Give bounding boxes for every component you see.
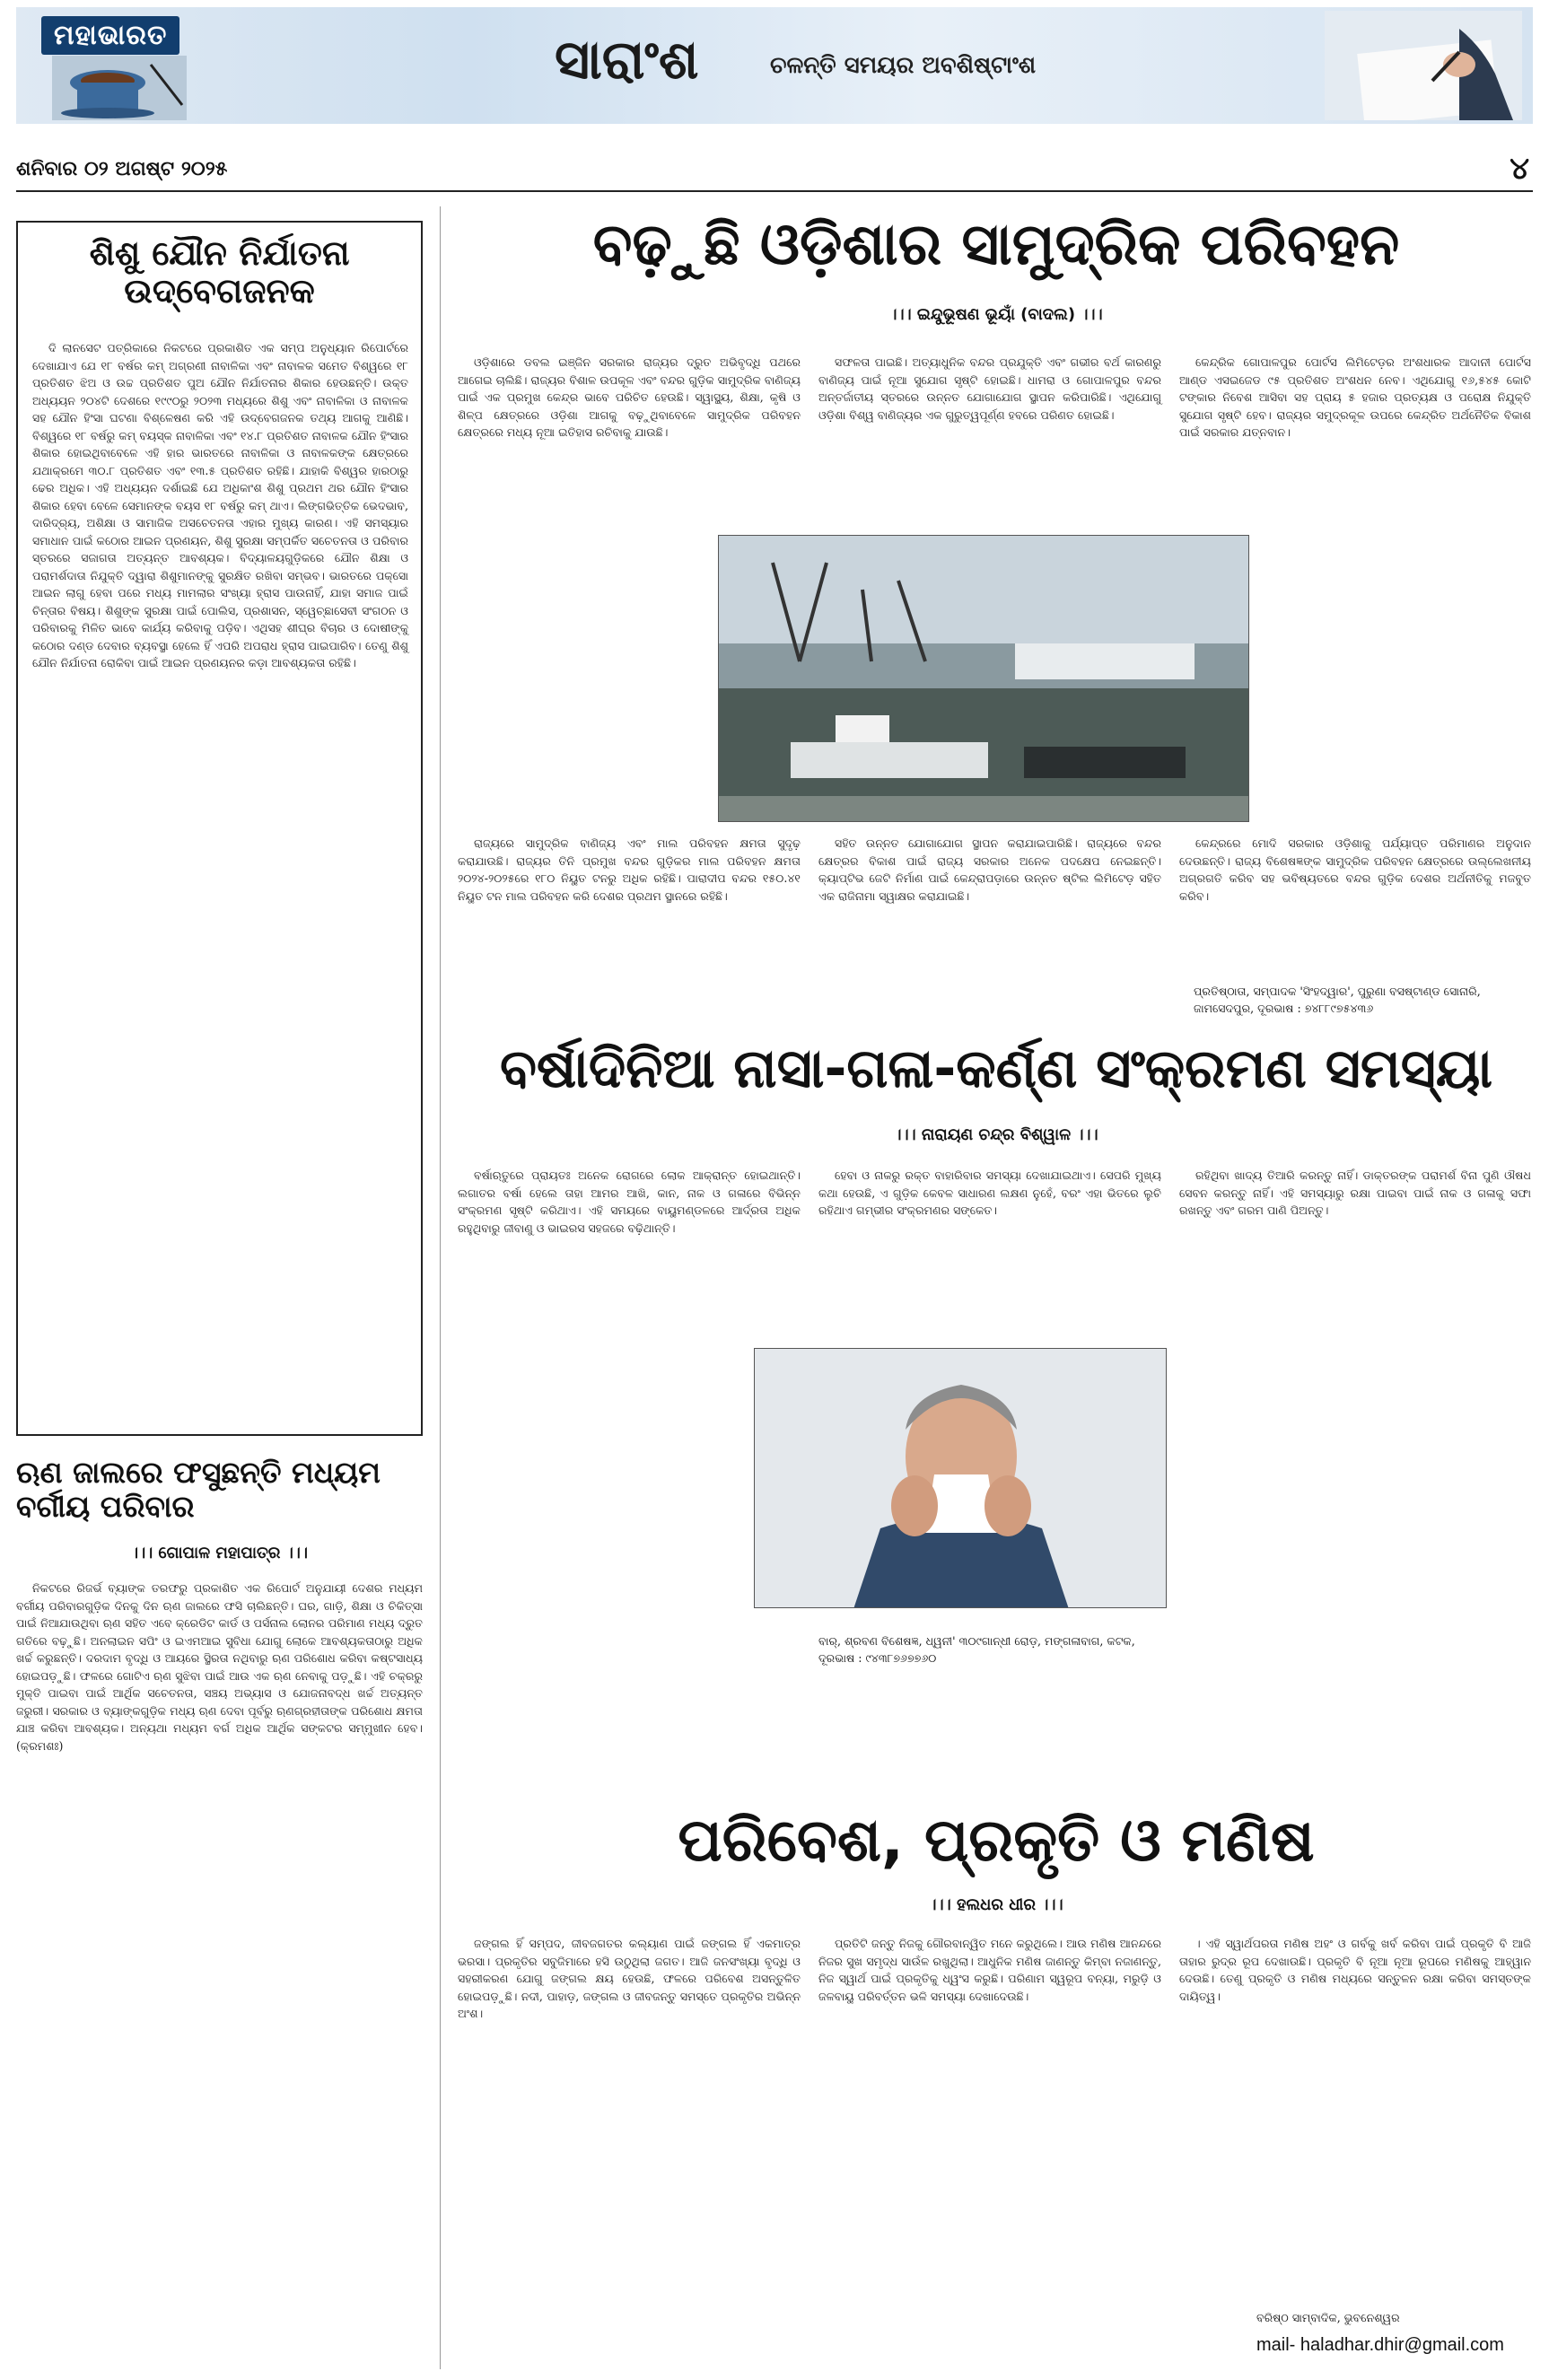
- left-article2-byline: ।।। ଗୋପାଳ ମହାପାତ୍ର ।।।: [130, 1544, 309, 1562]
- article3-byline: ।।। ହଲଧର ଧୀର ।।।: [929, 1895, 1063, 1914]
- page-number: ୪: [1510, 151, 1529, 187]
- article1-mid-col2: [818, 835, 1161, 908]
- article1-mid-col1: [458, 835, 801, 908]
- left-article2-headline: ଋଣ ଜାଲରେ ଫସୁଛନ୍ତି ମଧ୍ୟମ ବର୍ଗୀୟ ପରିବାର: [16, 1455, 381, 1524]
- article2-byline: ।।। ନାରାୟଣ ଚନ୍ଦ୍ର ବିଶ୍ୱାଳ ।।।: [894, 1125, 1098, 1144]
- article1-byline: ।।। ଇନ୍ଦୁଭୂଷଣ ଭୂୟାଁ (ବାଦଲ) ।।।: [889, 305, 1103, 324]
- newspaper-logo: ମହାଭାରତ: [41, 16, 179, 55]
- article2-col1: [458, 1167, 801, 1240]
- article3-col3-text: । ଏହି ସ୍ୱାର୍ଥପରତା ମଣିଷ ଅହଂ ଓ ଗର୍ବକୁ ଖର୍ବ କରିବା ପାଇଁ ପ୍ରକୃତି ବି ଆଜି ତାହାର ରୁଦ୍ର ରୂପ ଦେଖାଉଛି। ପ୍ରକୃତି ବି ନୂଆ ନୂଆ ରୂପରେ ମଣିଷକୁ ଆହ୍ୱାନ ଦେଉଛି। ତେଣୁ ପ୍ରକୃତି ଓ ମଣିଷ ମଧ୍ୟରେ ସନ୍ତୁଳନ ରକ୍ଷା କରିବା ସମସ୍ତଙ୍କ ଦାୟିତ୍ୱ।: [1179, 1937, 1531, 2003]
- port-photo: [718, 535, 1249, 822]
- article3-col1: [458, 1935, 801, 2026]
- left-article-body: [32, 339, 408, 676]
- article2-author-signature: ବାର୍, ଶ୍ରବଣ ବିଶେଷଜ୍ଞ, ଧ୍ୱନୀ' ୩୦୯ଗାନ୍ଧୀ ରୋଡ଼, ମଙ୍ଗଳାବାଗ, କଟକ, ଦୂରଭାଷ : ୯୪୩୮୭୬୭୭୬୦: [818, 1634, 1135, 1665]
- article1-mid-col3-text: କେନ୍ଦ୍ରରେ ମୋଦି ସରକାର ଓଡ଼ିଶାକୁ ପର୍ଯ୍ୟାପ୍ତ ପରିମାଣର ଅନୁଦାନ ଦେଉଛନ୍ତି। ରାଜ୍ୟ ବିଶେଷଜ୍ଞଙ୍କ ସାମୁଦ୍ରିକ ପରିବହନ କ୍ଷେତ୍ରରେ ଉଲ୍ଲେଖନୀୟ ଅଗ୍ରଗତି କରିବ ସହ ଭବିଷ୍ୟତରେ ବନ୍ଦର ଗୁଡ଼ିକ ଦେଶର ଅର୍ଥନୀତିକୁ ମଜବୁତ କରିବ।: [1179, 836, 1531, 903]
- sneezing-man-photo: [754, 1348, 1167, 1608]
- article2-col3-text: ରହିଥିବା ଖାଦ୍ୟ ତିଆରି କରନ୍ତୁ ନାହିଁ। ଡାକ୍ତରଙ୍କ ପରାମର୍ଶ ବିନା ପୁଣି ଔଷଧ ସେବନ କରନ୍ତୁ ନାହିଁ। ଏହି ସମସ୍ୟାରୁ ରକ୍ଷା ପାଇବା ପାଇଁ ନାକ ଓ ଗଳାକୁ ସଫା ରଖନ୍ତୁ ଏବଂ ଗରମ ପାଣି ପିଅନ୍ତୁ।: [1179, 1168, 1531, 1218]
- article1-col3-text: କେନ୍ଦ୍ରିକ ଗୋପାଳପୁର ପୋର୍ଟସ ଲିମିଟେଡ଼ର ଅଂଶଧାରକ ଆଦାନୀ ପୋର୍ଟସ ଆଣ୍ଡ ଏସଇଜେଡ ୯୫ ପ୍ରତିଶତ ଅଂଶଧନ ନେବ। ଏଥିଯୋଗୁ ୧୬,୫୪୫ କୋଟି ଟଙ୍କାର ନିବେଶ ଆସିବା ସହ ପ୍ରାୟ ୫ ହଜାର ପ୍ରତ୍ୟକ୍ଷ ଓ ପରୋକ୍ଷ ନିଯୁକ୍ତି ସୁଯୋଗ ସୃଷ୍ଟି ହେବ। ରାଜ୍ୟର ସମୁଦ୍ରକୂଳ ଉପରେ କେନ୍ଦ୍ରିତ ଅର୍ଥନୈତିକ ବିକାଶ ପାଇଁ ସରକାର ଯତ୍ନବାନ।: [1179, 355, 1531, 440]
- article2-col3: [1179, 1167, 1531, 1223]
- left-article-headline: ଶିଶୁ ଯୌନ ନିର୍ଯାତନା ଉଦ୍‌ବେଗଜନକ: [89, 233, 350, 311]
- article3-col2-text: ପ୍ରତିଟି ଜନ୍ତୁ ନିଜକୁ ଗୌରବାନ୍ୱିତ ମନେ କରୁଥିଲେ। ଆଉ ମଣିଷ ଆନନ୍ଦରେ ନିଜର ସୁଖ ସମୃଦ୍ଧ ସାଉଁଳ ରଖୁଥିଲା। ଆଧୁନିକ ମଣିଷ ଜାଣନ୍ତୁ କିମ୍ବା ନଜାଣନ୍ତୁ, ନିଜ ସ୍ୱାର୍ଥ ପାଇଁ ପ୍ରକୃତିକୁ ଧ୍ୱଂସ କରୁଛି। ପରିଣାମ ସ୍ୱରୂପ ବନ୍ୟା, ମରୁଡ଼ି ଓ ଜଳବାୟୁ ପରିବର୍ତ୍ତନ ଭଳି ସମସ୍ୟା ଦେଖାଦେଉଛି।: [818, 1937, 1161, 2003]
- article1-mid-col2-text: ସହିତ ଉନ୍ନତ ଯୋଗାଯୋଗ ସ୍ଥାପନ କରାଯାଇପାରିଛି। ରାଜ୍ୟରେ ବନ୍ଦର କ୍ଷେତ୍ରର ବିକାଶ ପାଇଁ ରାଜ୍ୟ ସରକାର ଅନେକ ପଦକ୍ଷେପ ନେଇଛନ୍ତି। କ୍ୟାପ୍ଟିଭ ଜେଟି ନିର୍ମାଣ ପାଇଁ କେନ୍ଦ୍ରାପଡ଼ାରେ ଉନ୍ନତ ଷ୍ଟିଲ ଲିମିଟେଡ଼ ସହିତ ଏକ ରାଜିନାମା ସ୍ୱାକ୍ଷର କରାଯାଇଛି।: [818, 836, 1161, 903]
- article1-author-signature: ପ୍ରତିଷ୍ଠାତା, ସମ୍ପାଦକ 'ସିଂହଦ୍ୱାର', ପୁରୁଣା ବସଷ୍ଟାଣ୍ଡ ସୋନାରି, ଜାମସେଦପୁର, ଦୂରଭାଷ : ୭୪୮୮୯୭୫୪୩୬: [1194, 984, 1481, 1015]
- left-article2-text: ନିକଟରେ ରିଜର୍ଭ ବ୍ୟାଙ୍କ ତରଫରୁ ପ୍ରକାଶିତ ଏକ ରିପୋର୍ଟ ଅନୁଯାୟୀ ଦେଶର ମଧ୍ୟମ ବର୍ଗୀୟ ପରିବାରଗୁଡ଼ିକ ଦିନକୁ ଦିନ ଋଣ ଜାଲରେ ଫସି ଚାଲିଛନ୍ତି। ଘର, ଗାଡ଼ି, ଶିକ୍ଷା ଓ ଚିକିତ୍ସା ପାଇଁ ନିଆଯାଉଥିବା ଋଣ ସହିତ ଏବେ କ୍ରେଡିଟ କାର୍ଡ ଓ ପର୍ସନାଲ ଲୋନର ପରିମାଣ ମଧ୍ୟ ଦ୍ରୁତ ଗତିରେ ବଢ଼ୁଛି। ଅନଲାଇନ ସପିଂ ଓ ଇଏମଆଇ ସୁବିଧା ଯୋଗୁ ଲୋକେ ଆବଶ୍ୟକତାଠାରୁ ଅଧିକ ଖର୍ଚ୍ଚ କରୁଛନ୍ତି। ଦରଦାମ ବୃଦ୍ଧି ଓ ଆୟରେ ସ୍ଥିରତା ନଥିବାରୁ ଋଣ ପରିଶୋଧ କରିବା କଷ୍ଟସାଧ୍ୟ ହୋଇପଡ଼ୁଛି। ଫଳରେ ଗୋଟିଏ ଋଣ ସୁଝିବା ପାଇଁ ଆଉ ଏକ ଋଣ ନେବାକୁ ପଡ଼ୁଛି। ଏହି ଚକ୍ରରୁ ମୁକ୍ତି ପାଇବା ପାଇଁ ଆର୍ଥିକ ସଚେତନତା, ସଞ୍ଚୟ ଅଭ୍ୟାସ ଓ ଯୋଜନାବଦ୍ଧ ଖର୍ଚ୍ଚ ଅତ୍ୟନ୍ତ ଜରୁରୀ। ସରକାର ଓ ବ୍ୟାଙ୍କଗୁଡ଼ିକ ମଧ୍ୟ ଋଣ ଦେବା ପୂର୍ବରୁ ଋଣଗ୍ରହୀତାଙ୍କ ପରିଶୋଧ କ୍ଷମତା ଯାଞ୍ଚ କରିବା ଆବଶ୍ୟକ। ଅନ୍ୟଥା ମଧ୍ୟମ ବର୍ଗ ଅଧିକ ଆର୍ଥିକ ସଙ୍କଟର ସମ୍ମୁଖୀନ ହେବ। (କ୍ରମଶଃ): [16, 1581, 423, 1753]
- article1-mid-col1-text: ରାଜ୍ୟରେ ସାମୁଦ୍ରିକ ବାଣିଜ୍ୟ ଏବଂ ମାଲ ପରିବହନ କ୍ଷମତା ସୁଦୃଢ଼ କରାଯାଉଛି। ରାଜ୍ୟର ତିନି ପ୍ରମୁଖ ବନ୍ଦର ଗୁଡ଼ିକର ମାଲ ପରିବହନ କ୍ଷମତା ୨୦୨୪-୨୦୨୫ରେ ୧୮୦ ନିୟୁତ ଟନରୁ ଅଧିକ ରହିଛି। ପାରାଦୀପ ବନ୍ଦର ୧୫୦.୪୧ ନିୟୁତ ଟନ ମାଲ ପରିବହନ କରି ଦେଶର ପ୍ରଥମ ସ୍ଥାନରେ ରହିଛି।: [458, 836, 801, 903]
- article3-col1-text: ଜଙ୍ଗଲ ହିଁ ସମ୍ପଦ, ଜୀବଜଗତର କଲ୍ୟାଣ ପାଇଁ ଜଙ୍ଗଲ ହିଁ ଏକମାତ୍ର ଭରସା। ପ୍ରକୃତିର ସବୁଜିମାରେ ହସି ଉଠୁଥିଲା ଜଗତ। ଆଜି ଜନସଂଖ୍ୟା ବୃଦ୍ଧି ଓ ସହରୀକରଣ ଯୋଗୁ ଜଙ୍ଗଲ କ୍ଷୟ ହେଉଛି, ଫଳରେ ପରିବେଶ ଅସନ୍ତୁଳିତ ହୋଇପଡ଼ୁଛି। ନଦୀ, ପାହାଡ଼, ଜଙ୍ଗଲ ଓ ଜୀବଜନ୍ତୁ ସମସ୍ତେ ପ୍ରକୃତିର ଅଭିନ୍ନ ଅଂଶ।: [458, 1937, 801, 2021]
- article2-headline: ବର୍ଷାଦିନିଆ ନାସା-ଗଳା-କର୍ଣ୍ଣ ସଂକ୍ରମଣ ସମସ୍ୟା: [499, 1037, 1493, 1100]
- left-article-text: ଦି ଲାନସେଟ ପତ୍ରିକାରେ ନିକଟରେ ପ୍ରକାଶିତ ଏକ ସମ୍ପ ଅନୁଧ୍ୟାନ ରିପୋର୍ଟରେ ଦେଖାଯାଏ ଯେ ୧୮ ବର୍ଷର କମ୍ ଅଗ୍ରଣୀ ନାବାଳିକା ଏବଂ ନାବାଳକ ସମେତ ବିଶ୍ୱରେ ୧୮ ପ୍ରତିଶତ ଝିଅ ଓ ଉଚ୍ଚ ପ୍ରତିଶତ ପୁଅ ଯୌନ ନିର୍ଯାତନାର ଶିକାର ହେଉଛନ୍ତି। ଉକ୍ତ ଅଧ୍ୟୟନ ୨୦୪ଟି ଦେଶରେ ୧୯୯୦ରୁ ୨୦୨୩ ମଧ୍ୟରେ ଶିଶୁ ଏବଂ ନାବାଳିକା ଓ ନାବାଳକ ସହ ଯୌନ ହିଂସା ଘଟଣା ବିଶ୍ଳେଷଣ କରି ଏହି ଉଦ୍‌ବେଗଜନକ ତଥ୍ୟ ଆଗକୁ ଆଣିଛି। ବିଶ୍ୱରେ ୧୮ ବର୍ଷରୁ କମ୍ ବୟସ୍କ ନାବାଳିକା ଏବଂ ୧୪.୮ ପ୍ରତିଶତ ନାବାଳକ ଯୌନ ହିଂସାର ଶିକାର ହୋଇଥିବାବେଳେ ଏହି ହାର ଭାରତରେ ନାବାଳିକା ଓ ନାବାଳକଙ୍କ କ୍ଷେତ୍ରରେ ଯଥାକ୍ରମେ ୩୦.୮ ପ୍ରତିଶତ ଏବଂ ୧୩.୫ ପ୍ରତିଶତ ରହିଛି। ଯାହାକି ବିଶ୍ୱର ହାରଠାରୁ ଢେର ଅଧିକ। ଏହି ଅଧ୍ୟୟନ ଦର୍ଶାଇଛି ଯେ ଅଧିକାଂଶ ଶିଶୁ ପ୍ରଥମ ଥର ଯୌନ ହିଂସାର ଶିକାର ହେବା ବେଳେ ସେମାନଙ୍କ ବୟସ ୧୮ ବର୍ଷରୁ କମ୍ ଥାଏ। ଲିଙ୍ଗଭିତ୍ତିକ ଭେଦଭାବ, ଦାରିଦ୍ର୍ୟ, ଅଶିକ୍ଷା ଓ ସାମାଜିକ ଅସଚେତନତା ଏହାର ମୁଖ୍ୟ କାରଣ। ଏହି ସମସ୍ୟାର ସମାଧାନ ପାଇଁ କଠୋର ଆଇନ ପ୍ରଣୟନ, ଶିଶୁ ସୁରକ୍ଷା ସମ୍ପର୍କିତ ସଚେତନତା ଓ ପରିବାର ସ୍ତରରେ ସଜାଗତା ଅତ୍ୟନ୍ତ ଆବଶ୍ୟକ। ବିଦ୍ୟାଳୟଗୁଡ଼ିକରେ ଯୌନ ଶିକ୍ଷା ଓ ପରାମର୍ଶଦାତା ନିଯୁକ୍ତି ଦ୍ୱାରା ଶିଶୁମାନଙ୍କୁ ସୁରକ୍ଷିତ ରଖିବା ସମ୍ଭବ। ଭାରତରେ ପକ୍ସୋ ଆଇନ ଲାଗୁ ହେବା ପରେ ମଧ୍ୟ ମାମଲାର ସଂଖ୍ୟା ହ୍ରାସ ପାଉନାହିଁ, ଯାହା ସମାଜ ପାଇଁ ଚିନ୍ତାର ବିଷୟ। ଶିଶୁଙ୍କ ସୁରକ୍ଷା ପାଇଁ ପୋଲିସ, ପ୍ରଶାସନ, ସ୍ୱେଚ୍ଛାସେବୀ ସଂଗଠନ ଓ ପରିବାରକୁ ମିଳିତ ଭାବେ କାର୍ଯ୍ୟ କରିବାକୁ ପଡ଼ିବ। ଏଥିସହ ଶୀଘ୍ର ବିଚାର ଓ ଦୋଷୀଙ୍କୁ କଠୋର ଦଣ୍ଡ ଦେବାର ବ୍ୟବସ୍ଥା ହେଲେ ହିଁ ଏପରି ଅପରାଧ ହ୍ରାସ ପାଇପାରିବ। ତେଣୁ ଶିଶୁ ଯୌନ ନିର୍ଯାତନା ରୋକିବା ପାଇଁ ଆଇନ ପ୍ରଣୟନର କଡ଼ା ଆବଶ୍ୟକତା ରହିଛି।: [32, 341, 408, 670]
- coffee-cup-illustration: [52, 56, 187, 120]
- article1-col2: [818, 354, 1161, 427]
- section-title: ସାରାଂଶ: [555, 29, 699, 92]
- author-email: mail- haladhar.dhir@gmail.com: [1256, 2335, 1504, 2355]
- article3-author-signature: ବରିଷ୍ଠ ସାମ୍ବାଦିକ, ଭୁବନେଶ୍ୱର: [1256, 2311, 1400, 2324]
- article1-col2-text: ସଫଳତା ପାଇଛି। ଅତ୍ୟାଧୁନିକ ବନ୍ଦର ପ୍ରଯୁକ୍ତି ଏବଂ ଗଭୀର ବର୍ଥ କାରଣରୁ ବାଣିଜ୍ୟ ପାଇଁ ନୂଆ ସୁଯୋଗ ସୃଷ୍ଟି ହୋଇଛି। ଧାମରା ଓ ଗୋପାଳପୁର ବନ୍ଦର ଅନ୍ତର୍ଜାତୀୟ ସ୍ତରରେ ଉନ୍ନତ ଯୋଗାଯୋଗ ସ୍ଥାପନ କରିପାରିଛି। ଏଥିଯୋଗୁ ଓଡ଼ିଶା ବିଶ୍ୱ ବାଣିଜ୍ୟର ଏକ ଗୁରୁତ୍ୱପୂର୍ଣ୍ଣ ହବରେ ପରିଣତ ହୋଇଛି।: [818, 355, 1161, 422]
- section-subtitle: ଚଳନ୍ତି ସମୟର ଅବଶିଷ୍ଟାଂଶ: [770, 52, 1037, 79]
- article1-col3: [1179, 354, 1531, 445]
- article1-headline: ବଢ଼ୁଛି ଓଡ଼ିଶାର ସାମୁଦ୍ରିକ ପରିବହନ: [592, 212, 1400, 278]
- article2-col1-text: ବର୍ଷାଋତୁରେ ପ୍ରାୟତଃ ଅନେକ ରୋଗରେ ଲୋକ ଆକ୍ରାନ୍ତ ହୋଇଥାନ୍ତି। ଲଗାତର ବର୍ଷା ହେଲେ ତାହା ଆମର ଆଖି, କାନ, ନାକ ଓ ଗଳାରେ ବିଭିନ୍ନ ସଂକ୍ରମଣ ସୃଷ୍ଟି କରିଥାଏ। ଏହି ସମୟରେ ବାୟୁମଣ୍ଡଳରେ ଆର୍ଦ୍ରତା ଅଧିକ ରହୁଥିବାରୁ ଜୀବାଣୁ ଓ ଭାଇରସ ସହଜରେ ବଢ଼ିଥାନ୍ତି।: [458, 1168, 801, 1235]
- top-divider: [16, 190, 1533, 192]
- masthead-banner: [16, 7, 1533, 124]
- article2-col2: [818, 1167, 1161, 1223]
- writing-hand-illustration: [1325, 11, 1522, 120]
- left-article-box: [16, 221, 423, 1436]
- article1-col1: [458, 354, 801, 445]
- article2-col2-text: ହେବା ଓ ନାକରୁ ରକ୍ତ ବାହାରିବାର ସମସ୍ୟା ଦେଖାଯାଇଥାଏ। ସେପରି ମୁଖ୍ୟ କଥା ହେଉଛି, ଏ ଗୁଡ଼ିକ କେବଳ ସାଧାରଣ ଲକ୍ଷଣ ନୁହେଁ, ବରଂ ଏହା ଭିତରେ ଲୁଚି ରହିଥାଏ ଗମ୍ଭୀର ସଂକ୍ରମଣର ସଙ୍କେତ।: [818, 1168, 1161, 1218]
- article3-headline: ପରିବେଶ, ପ୍ରକୃତି ଓ ମଣିଷ: [678, 1806, 1315, 1875]
- article1-mid-col3: [1179, 835, 1531, 908]
- date-line: ଶନିବାର ୦୨ ଅଗଷ୍ଟ ୨୦୨୫: [16, 158, 228, 180]
- article3-col3: [1179, 1935, 1531, 2008]
- article1-col1-text: ଓଡ଼ିଶାରେ ଡବଲ ଇଞ୍ଜିନ ସରକାର ରାଜ୍ୟର ଦ୍ରୁତ ଅଭିବୃଦ୍ଧି ପଥରେ ଆଗେଇ ଚାଲିଛି। ରାଜ୍ୟର ବିଶାଳ ଉପକୂଳ ଏବଂ ବନ୍ଦର ଗୁଡ଼ିକ ସାମୁଦ୍ରିକ ବାଣିଜ୍ୟ ପାଇଁ ଏକ ପ୍ରମୁଖ କେନ୍ଦ୍ର ଭାବେ ପରିଚିତ ହେଉଛି। ସ୍ୱାସ୍ଥ୍ୟ, ଶିକ୍ଷା, କୃଷି ଓ ଶିଳ୍ପ କ୍ଷେତ୍ରରେ ଓଡ଼ିଶା ଆଗକୁ ବଢ଼ୁଥିବାବେଳେ ସାମୁଦ୍ରିକ ପରିବହନ କ୍ଷେତ୍ରରେ ମଧ୍ୟ ନୂଆ ଇତିହାସ ରଚିବାକୁ ଯାଉଛି।: [458, 355, 801, 440]
- left-article2-body: [16, 1579, 423, 1758]
- article3-col2: [818, 1935, 1161, 2008]
- column-divider: [440, 206, 441, 2369]
